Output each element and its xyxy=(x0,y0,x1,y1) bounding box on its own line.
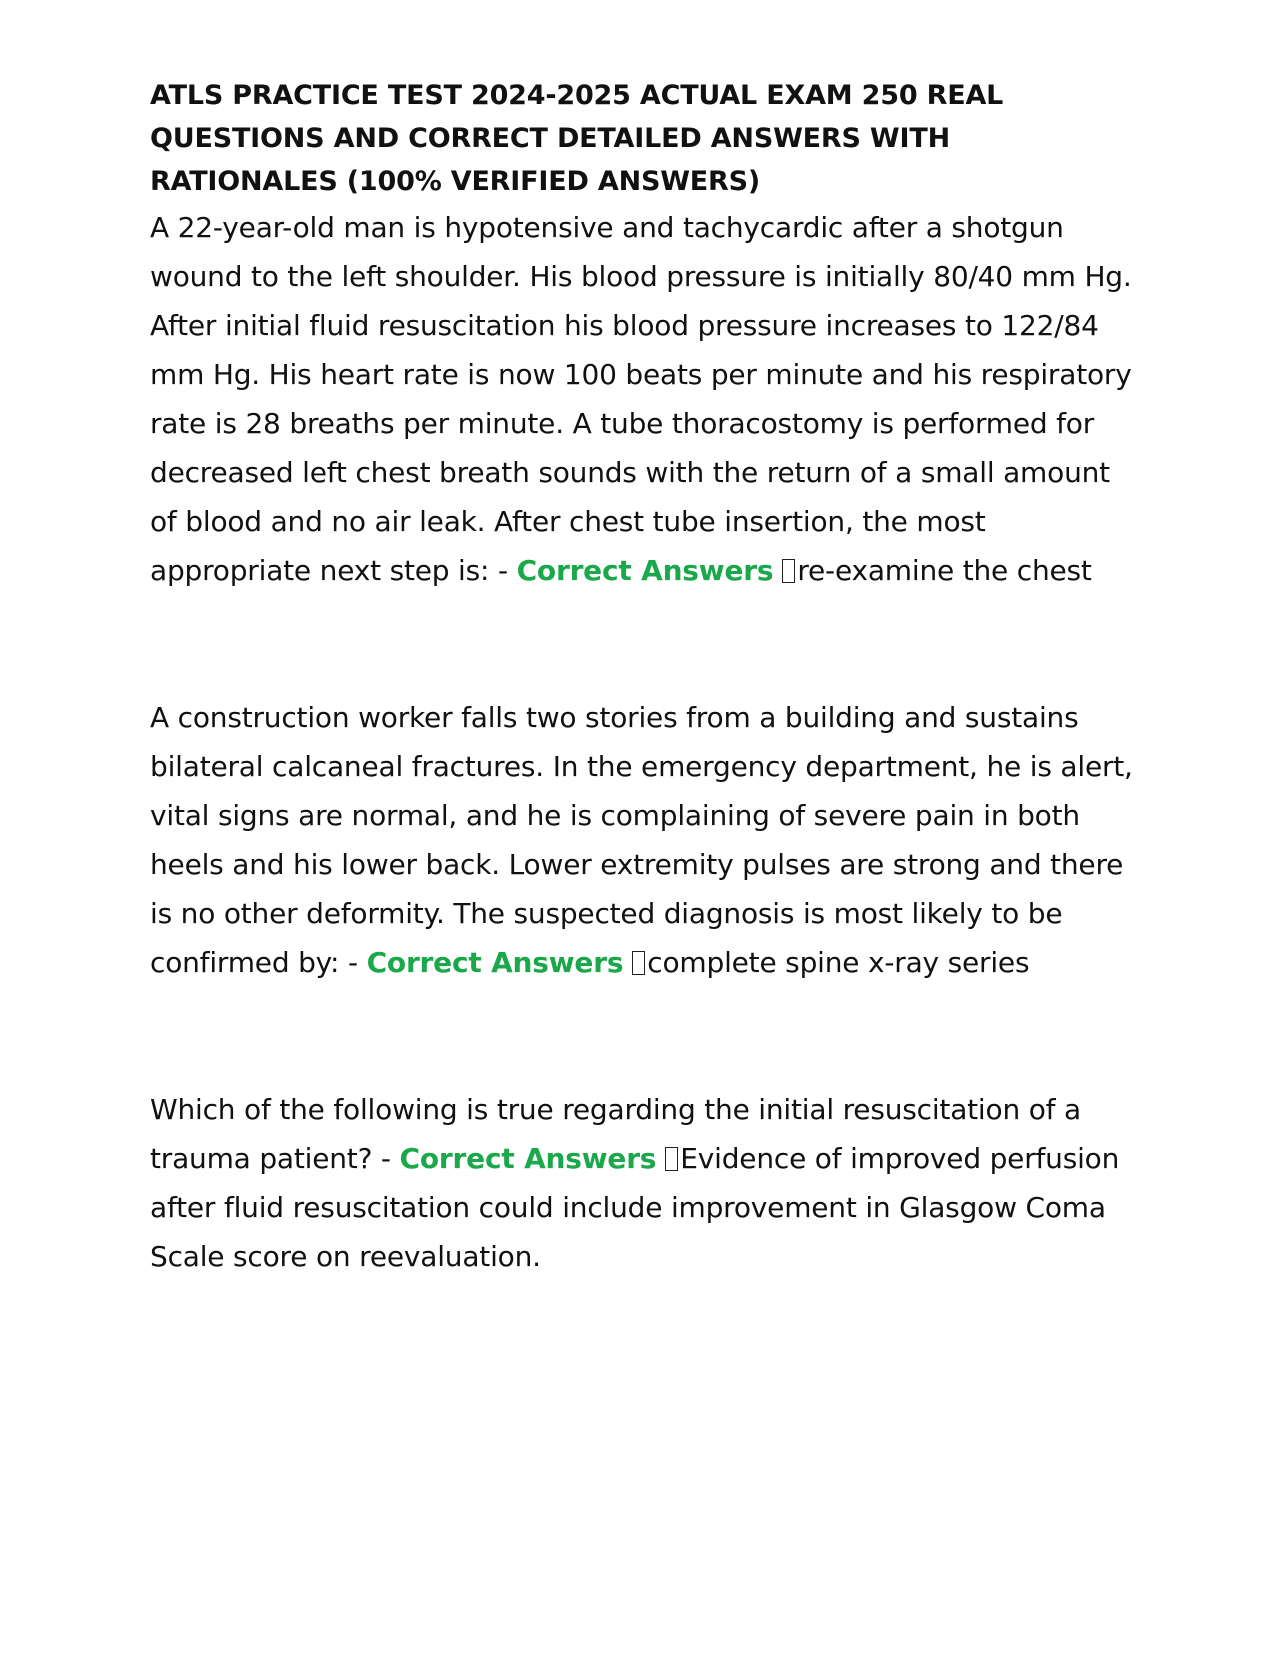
correct-answers-label: Correct Answers xyxy=(399,1142,657,1175)
question-text: A 22-year-old man is hypotensive and tachycardic after a shotgun wound to the left shoulder. His blood pressure is initially 80/40 mm Hg. After initial fluid resuscitation his blood pressure increases to 122/84 mm Hg. His heart rate is now 100 beats per minute and his respiratory rate is 28 breaths per minute. A tube thoracostomy is performed for decreased left chest breath sounds with the return of a small amount of blood and no air leak. After chest tube insertion, the most appropriate next step is: - xyxy=(150,211,1132,587)
qa-item-3 xyxy=(150,1085,1140,1281)
correct-answers-label: Correct Answers xyxy=(366,946,624,979)
missing-glyph-icon xyxy=(665,1147,678,1171)
correct-answers-label: Correct Answers xyxy=(516,554,774,587)
missing-glyph-icon xyxy=(632,951,645,975)
missing-glyph-icon xyxy=(782,559,795,583)
qa-item-1 xyxy=(150,203,1140,595)
answer-text: re-examine the chest xyxy=(797,554,1092,587)
document-title: ATLS PRACTICE TEST 2024-2025 ACTUAL EXAM 250 REAL QUESTIONS AND CORRECT DETAILED ANSWERS WITH RATIONALES (100% VERIFIED ANSWERS) xyxy=(150,80,1004,197)
question-text: A construction worker falls two stories from a building and sustains bilateral calcaneal fractures. In the emergency department, he is alert, vital signs are normal, and he is complaining of severe pain in both heels and his lower back. Lower extremity pulses are strong and there is no other deformity. The suspected diagnosis is most likely to be confirmed by: - xyxy=(150,701,1133,979)
question-text: Which of the following is true regarding the initial resuscitation of a trauma patient? - xyxy=(150,1093,1081,1175)
answer-text: complete spine x-ray series xyxy=(647,946,1030,979)
qa-item-2 xyxy=(150,693,1140,987)
answer-text: Evidence of improved perfusion after fluid resuscitation could include improvement in Glasgow Coma Scale score on reevaluation. xyxy=(150,1142,1120,1273)
document-page xyxy=(150,74,1140,1281)
